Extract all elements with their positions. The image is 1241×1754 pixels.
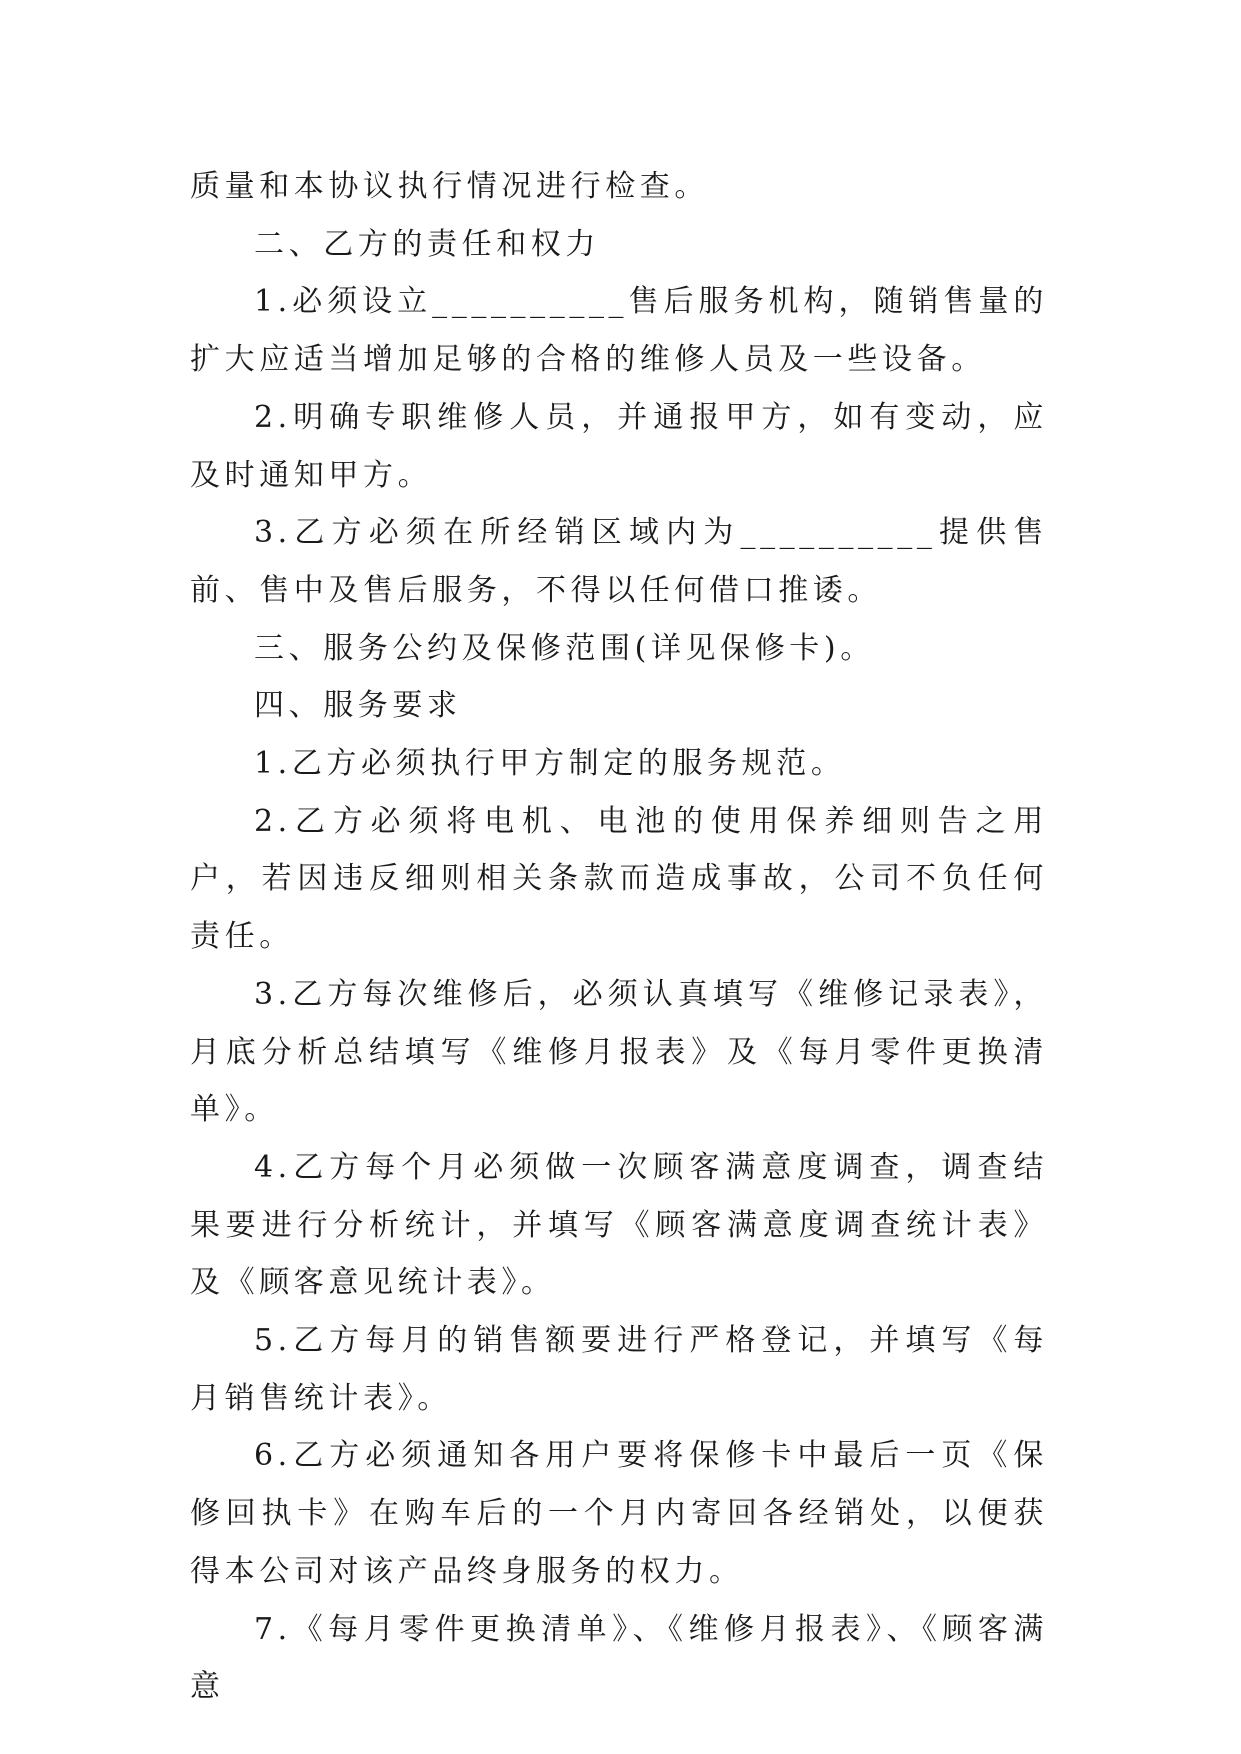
section-heading-service-pledge: 三、服务公约及保修范围(详见保修卡)。 — [254, 630, 875, 666]
document-body — [190, 158, 1048, 1716]
paragraph-dedicated-staff: 2.明确专职维修人员，并通报甲方，如有变动，应及时通知甲方。 — [190, 399, 1048, 493]
paragraph-repair-records: 3.乙方每次维修后，必须认真填写《维修记录表》，月底分析总结填写《维修月报表》及《每月零件更换清单》。 — [190, 976, 1048, 1128]
paragraph-warranty-receipt: 6.乙方必须通知各用户要将保修卡中最后一页《保修回执卡》在购车后的一个月内寄回各经销处，以便获得本公司对该产品终身服务的权力。 — [190, 1438, 1048, 1589]
paragraph-maintenance-rules: 2.乙方必须将电机、电池的使用保养细则告之用户，若因违反细则相关条款而造成事故，公司不负任何责任。 — [190, 803, 1048, 955]
section-heading-party-b-responsibilities: 二、乙方的责任和权力 — [254, 226, 600, 262]
section-heading-service-requirements: 四、服务要求 — [254, 688, 462, 724]
paragraph-monthly-forms: 7.《每月零件更换清单》、《维修月报表》、《顾客满意 — [190, 1611, 1048, 1705]
paragraph-service-standards: 1.乙方必须执行甲方制定的服务规范。 — [254, 746, 846, 782]
paragraph-presale-service: 3.乙方必须在所经销区域内为__________提供售前、售中及售后服务，不得以任何借口推诿。 — [190, 515, 1048, 608]
paragraph-quality-check: 质量和本协议执行情况进行检查。 — [190, 169, 709, 204]
paragraph-sales-register: 5.乙方每月的销售额要进行严格登记，并填写《每月销售统计表》。 — [190, 1323, 1048, 1416]
paragraph-satisfaction-survey: 4.乙方每个月必须做一次顾客满意度调查，调查结果要进行分析统计，并填写《顾客满意度调查统计表》及《顾客意见统计表》。 — [190, 1149, 1048, 1301]
paragraph-service-agency: 1.必须设立__________售后服务机构，随销售量的扩大应适当增加足够的合格的维修人员及一些设备。 — [190, 284, 1048, 378]
